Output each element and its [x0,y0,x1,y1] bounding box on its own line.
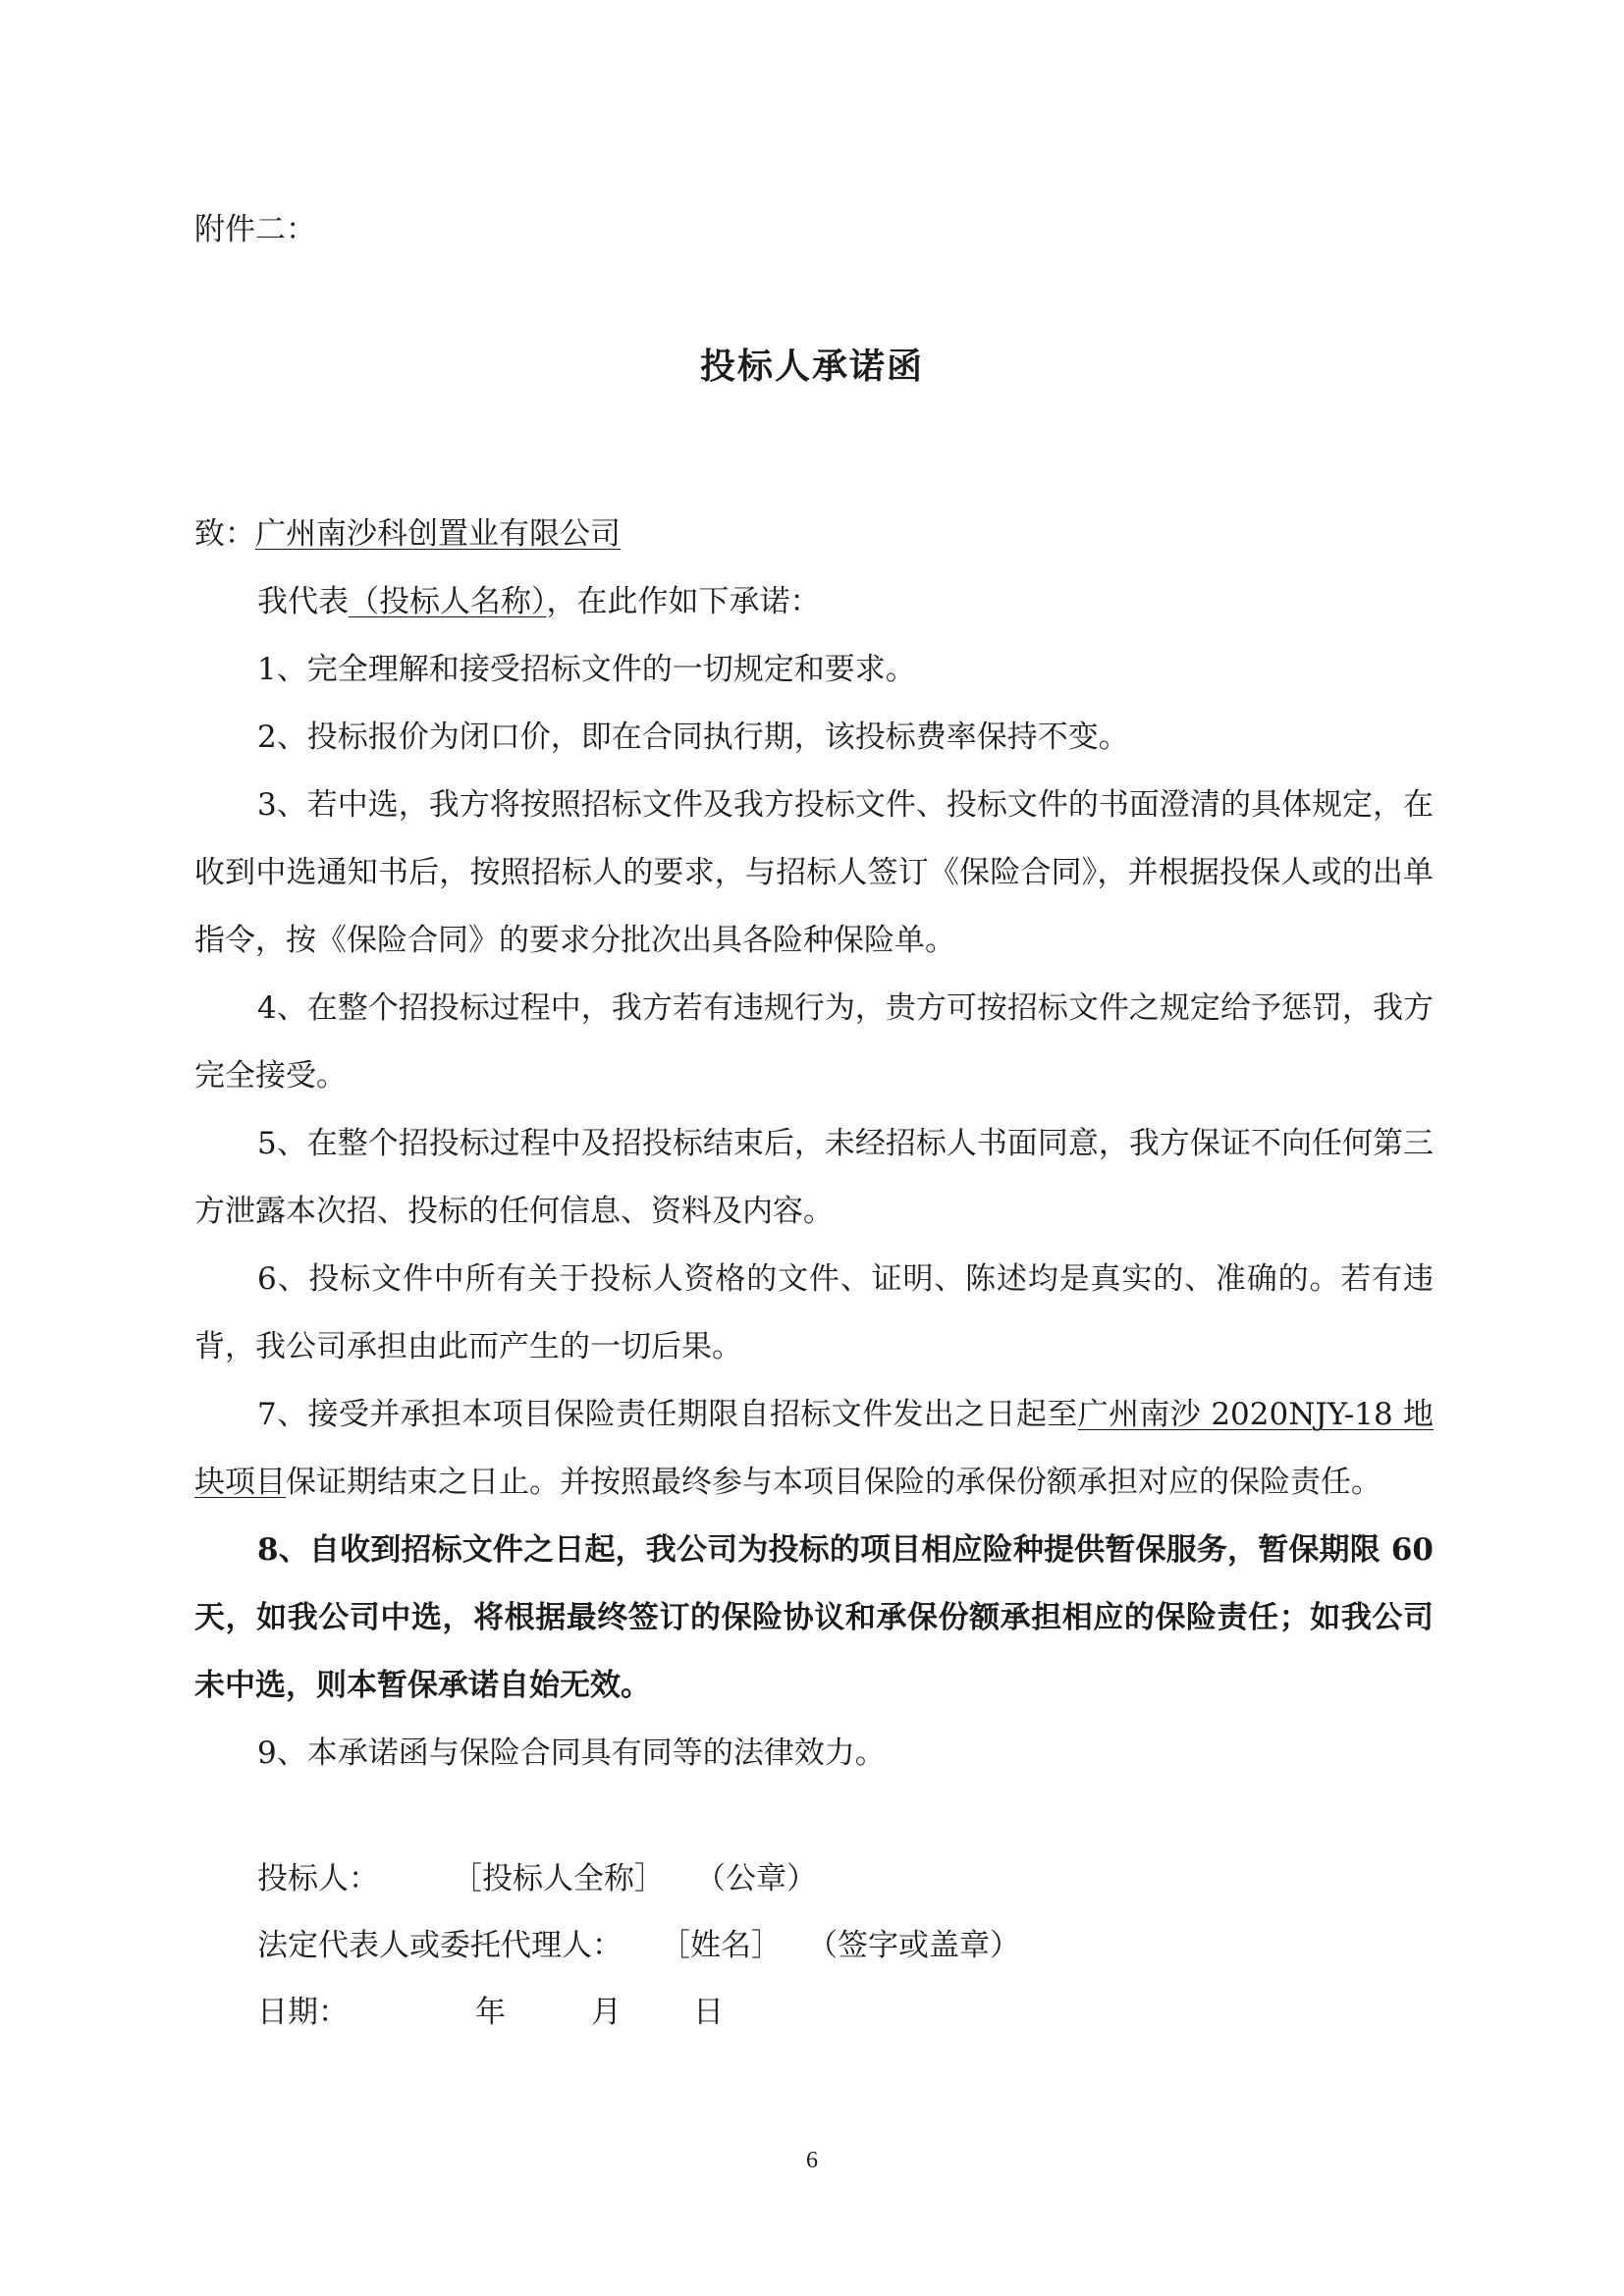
representative-label: 法定代表人或委托代理人： [257,1928,623,1963]
commitment-item-6: 6、投标文件中所有关于投标人资格的文件、证明、陈述均是真实的、准确的。若有违背，我公司承担由此而产生的一切后果。 [194,1261,1434,1364]
attachment-label: 附件二： [194,212,316,247]
commitment-item-2: 2、投标报价为闭口价，即在合同执行期，该投标费率保持不变。 [257,720,1129,755]
document-title: 投标人承诺函 [699,346,924,387]
intro-prefix: 我代表 [257,584,349,619]
commitment-item-7 [194,1381,1434,1517]
bidder-full-name-field: ［投标人全称］ [452,1861,665,1896]
commitment-item-8: 8、自收到招标文件之日起，我公司为投标的项目相应险种提供暂保服务，暂保期限 60 天，如我公司中选，将根据最终签订的保险协议和承保份额承担相应的保险责任；如我公司未中选，则本暂保承诺自始无效。 [194,1532,1434,1703]
representative-name-field: ［姓名］ [660,1928,782,1963]
date-year: 年 [475,1995,506,2030]
date-label: 日期： [257,1995,349,2030]
bidder-name-placeholder: （投标人名称） [349,584,547,619]
addressee-name: 广州南沙科创置业有限公司 [255,516,621,552]
commitment-item-4: 4、在整个招投标过程中，我方若有违规行为，贵方可按招标文件之规定给予惩罚，我方完全接受。 [194,990,1434,1094]
letter-body [194,501,1434,1788]
date-month: 月 [591,1995,622,2030]
intro-line [194,568,1434,636]
page-number: 6 [806,2148,818,2173]
item7-post: 保证期结束之日止。并按照最终参与本项目保险的承保份额承担对应的保险责任。 [286,1465,1381,1500]
addressee-line [194,501,1434,568]
intro-suffix: ，在此作如下承诺： [546,584,821,619]
addressee-prefix: 致： [194,516,255,552]
commitment-item-3: 3、若中选，我方将按照招标文件及我方投标文件、投标文件的书面澄清的具体规定，在收到中选通知书后，按照招标人的要求，与招标人签订《保险合同》，并根据投保人或的出单指令，按《保险合同》的要求分批次出具各险种保险单。 [194,787,1434,958]
bidder-seal-note: （公章） [695,1861,817,1896]
item7-project-name: 广州南沙 2020NJY-18 地块项目 [194,1397,1434,1500]
commitment-item-9: 9、本承诺函与保险合同具有同等的法律效力。 [257,1735,886,1771]
representative-seal-note: （签字或盖章） [807,1928,1020,1963]
commitment-item-5: 5、在整个招投标过程中及招投标结束后，未经招标人书面同意，我方保证不向任何第三方泄露本次招、投标的任何信息、资料及内容。 [194,1126,1434,1229]
commitment-item-1: 1、完全理解和接受招标文件的一切规定和要求。 [257,652,916,687]
bidder-label: 投标人： [257,1861,379,1896]
date-day: 日 [693,1995,724,2030]
item7-pre: 7、接受并承担本项目保险责任期限自招标文件发出之日起至 [257,1397,1078,1432]
